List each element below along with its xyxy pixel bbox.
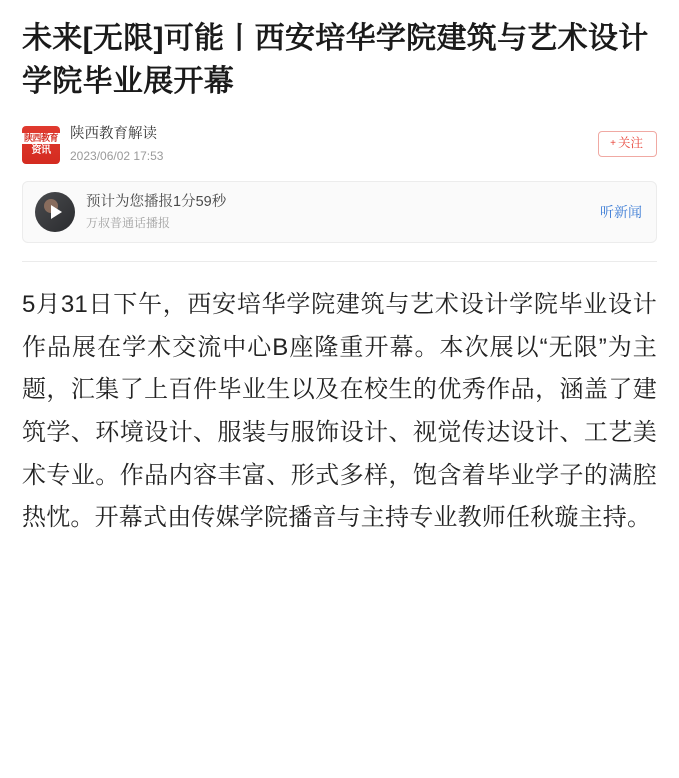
plus-icon: +	[610, 138, 616, 150]
byline	[22, 121, 657, 181]
listen-news-link[interactable]: 听新闻	[600, 203, 642, 220]
audio-info	[86, 192, 226, 232]
follow-button[interactable]	[598, 131, 657, 157]
byline-text	[70, 125, 163, 165]
body-paragraph: 5月31日下午，西安培华学院建筑与艺术设计学院毕业设计作品展在学术交流中心B座隆重开幕。本次展以“无限”为主题，汇集了上百件毕业生以及在校生的优秀作品，涵盖了建筑学、环境设计、服装与服饰设计、视觉传达设计、工艺美术专业。作品内容丰富、形式多样，饱含着毕业学子的满腔热忱。开幕式由传媒学院播音与主持专业教师任秋璇主持。	[22, 290, 657, 532]
audio-duration-label: 预计为您播报1分59秒	[86, 193, 227, 210]
publish-timestamp: 2023/06/02 17:53	[70, 148, 164, 163]
avatar[interactable]	[22, 126, 60, 164]
avatar-label-bottom: 资讯	[31, 144, 51, 156]
play-icon[interactable]	[35, 192, 75, 232]
audio-player-bar[interactable]	[22, 181, 657, 243]
page-title: 未来[无限]可能丨西安培华学院建筑与艺术设计学院毕业展开幕	[22, 22, 649, 98]
audio-narrator-label: 万叔普通话播报	[86, 216, 171, 231]
article-header	[0, 0, 679, 262]
follow-button-label: 关注	[617, 136, 643, 151]
play-button[interactable]	[35, 192, 75, 232]
article-body	[0, 262, 679, 560]
avatar-label-top: 陕西教育	[23, 132, 58, 143]
source-name[interactable]: 陕西教育解读	[70, 126, 157, 143]
